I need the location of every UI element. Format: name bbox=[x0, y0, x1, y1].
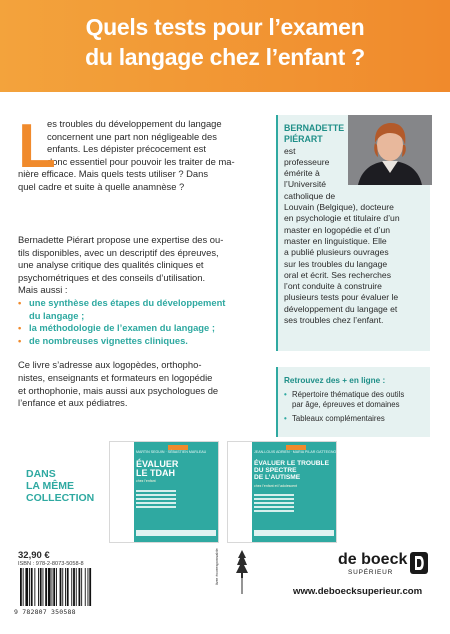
audience-line: nistes, enseignants et formateurs en logopédie bbox=[18, 371, 213, 383]
intro-line: es troubles du développement du langage bbox=[47, 118, 222, 129]
page-title bbox=[0, 12, 450, 72]
bio-line: oral et écrit. Ses recherches bbox=[284, 269, 391, 280]
bio-line: catholique de bbox=[284, 190, 336, 201]
title-line-1: Quels tests pour l’examen bbox=[85, 14, 365, 40]
bio-line: master en linguistique. Elle bbox=[284, 235, 387, 246]
online-title: Retrouvez des + en ligne : bbox=[284, 376, 386, 385]
author-name: BERNADETTE bbox=[284, 123, 345, 133]
description-paragraph bbox=[18, 234, 258, 297]
bio-line: est bbox=[284, 145, 296, 156]
book-authors: JEAN-LOUIS ADRIEN · MARIA PILAR GATTEGNO bbox=[254, 450, 337, 454]
audience-line: l’enfance et aux pédiatres. bbox=[18, 397, 128, 409]
bio-line: professeure bbox=[284, 156, 330, 167]
bullet-icon: • bbox=[18, 296, 22, 308]
bio-line: émérite à bbox=[284, 168, 320, 179]
price: 32,90 € bbox=[18, 550, 50, 561]
description-line: Mais aussi : bbox=[18, 284, 68, 296]
bio-line: master en logopédie et d’un bbox=[284, 224, 391, 235]
bullet-icon: • bbox=[284, 390, 287, 399]
bio-line: sur les troubles du langage bbox=[284, 258, 388, 269]
description-line: tils disponibles, avec un descriptif des épreuves, bbox=[18, 246, 219, 258]
bio-line: l’ont conduite à construire bbox=[284, 281, 382, 292]
dropcap: L bbox=[18, 112, 56, 181]
book-cover-tdah bbox=[110, 442, 218, 542]
audience-line: et orthophonie, mais aussi aux psychologues de bbox=[18, 384, 219, 396]
bio-line: a publié plusieurs ouvrages bbox=[284, 247, 389, 258]
main-text-column bbox=[18, 112, 258, 410]
feature-item: • de nombreuses vignettes cliniques. bbox=[18, 334, 188, 346]
tree-icon bbox=[235, 548, 249, 603]
author-name: PIÉRART bbox=[284, 134, 323, 145]
intro-line: quel cadre et suite à quelle anamnèse ? bbox=[18, 180, 185, 192]
bullet-icon: • bbox=[18, 322, 22, 334]
bullet-icon: • bbox=[284, 414, 287, 423]
svg-text:SUPÉRIEUR: SUPÉRIEUR bbox=[348, 569, 394, 576]
book-cover-autisme bbox=[228, 442, 336, 542]
book-subtitle: chez l’enfant et l’adolescent bbox=[254, 484, 297, 488]
title-line-2: du langage chez l’enfant ? bbox=[85, 44, 365, 70]
audience-paragraph bbox=[18, 359, 258, 409]
feature-list bbox=[18, 297, 258, 347]
collection-label: DANS LA MÊME COLLECTION bbox=[26, 468, 95, 504]
bio-line: plusieurs tests pour évaluer le bbox=[284, 292, 399, 303]
book-title: ÉVALUER LE TDAH bbox=[136, 459, 179, 478]
bio-line: Louvain (Belgique), docteure bbox=[284, 202, 394, 213]
intro-line: enfants. Les dépister précocement est bbox=[47, 143, 206, 155]
svg-text:de boeck: de boeck bbox=[338, 551, 408, 568]
feature-item: • la méthodologie de l’examen du langage ; bbox=[18, 322, 215, 334]
bio-line: ses troubles chez l’enfant. bbox=[284, 315, 384, 326]
intro-line: concernent une part non négligeable des bbox=[47, 130, 217, 142]
website-link[interactable]: www.deboecksuperieur.com bbox=[293, 586, 423, 597]
description-line: psychométriques et des conseils d’utilisation. bbox=[18, 271, 206, 283]
intro-line: donc essentiel pour pouvoir les traiter de ma- bbox=[47, 155, 235, 167]
description-line: Bernadette Piérart propose une expertise des ou- bbox=[18, 234, 224, 245]
book-authors: MARTIN SEGUIN · SÉBASTIEN MARLEAU bbox=[136, 450, 207, 454]
eco-label: livre écoresponsable bbox=[214, 548, 219, 585]
online-resources-box bbox=[276, 367, 430, 437]
bio-line: l’Université bbox=[284, 179, 327, 190]
bio-line: en psychologie et titulaire d’un bbox=[284, 213, 400, 224]
book-title: ÉVALUER LE TROUBLE DU SPECTRE DE L’AUTISME bbox=[254, 460, 329, 482]
intro-line: nière efficace. Mais quels tests utiliser ? Dans bbox=[18, 168, 209, 180]
author-box bbox=[276, 115, 430, 351]
online-item: • Tableaux complémentaires bbox=[284, 414, 385, 423]
online-item: • Répertoire thématique des outils par âge, épreuves et domaines bbox=[284, 390, 405, 409]
bullet-icon: • bbox=[18, 334, 22, 346]
book-subtitle: chez l’enfant bbox=[136, 479, 156, 483]
header-banner bbox=[0, 0, 450, 92]
publisher-logo bbox=[338, 548, 430, 580]
barcode-digits: 9 782807 350588 bbox=[14, 608, 76, 616]
bio-line: développement du langage et bbox=[284, 303, 398, 314]
feature-item: • une synthèse des étapes du développement du langage ; bbox=[18, 296, 226, 321]
description-line: une analyse critique des qualités cliniques et bbox=[18, 259, 204, 271]
isbn: ISBN : 978-2-8073-5058-8 bbox=[18, 561, 84, 567]
author-bio bbox=[284, 123, 430, 326]
audience-line: Ce livre s’adresse aux logopèdes, orthopho- bbox=[18, 359, 202, 371]
intro-paragraph bbox=[18, 112, 258, 226]
